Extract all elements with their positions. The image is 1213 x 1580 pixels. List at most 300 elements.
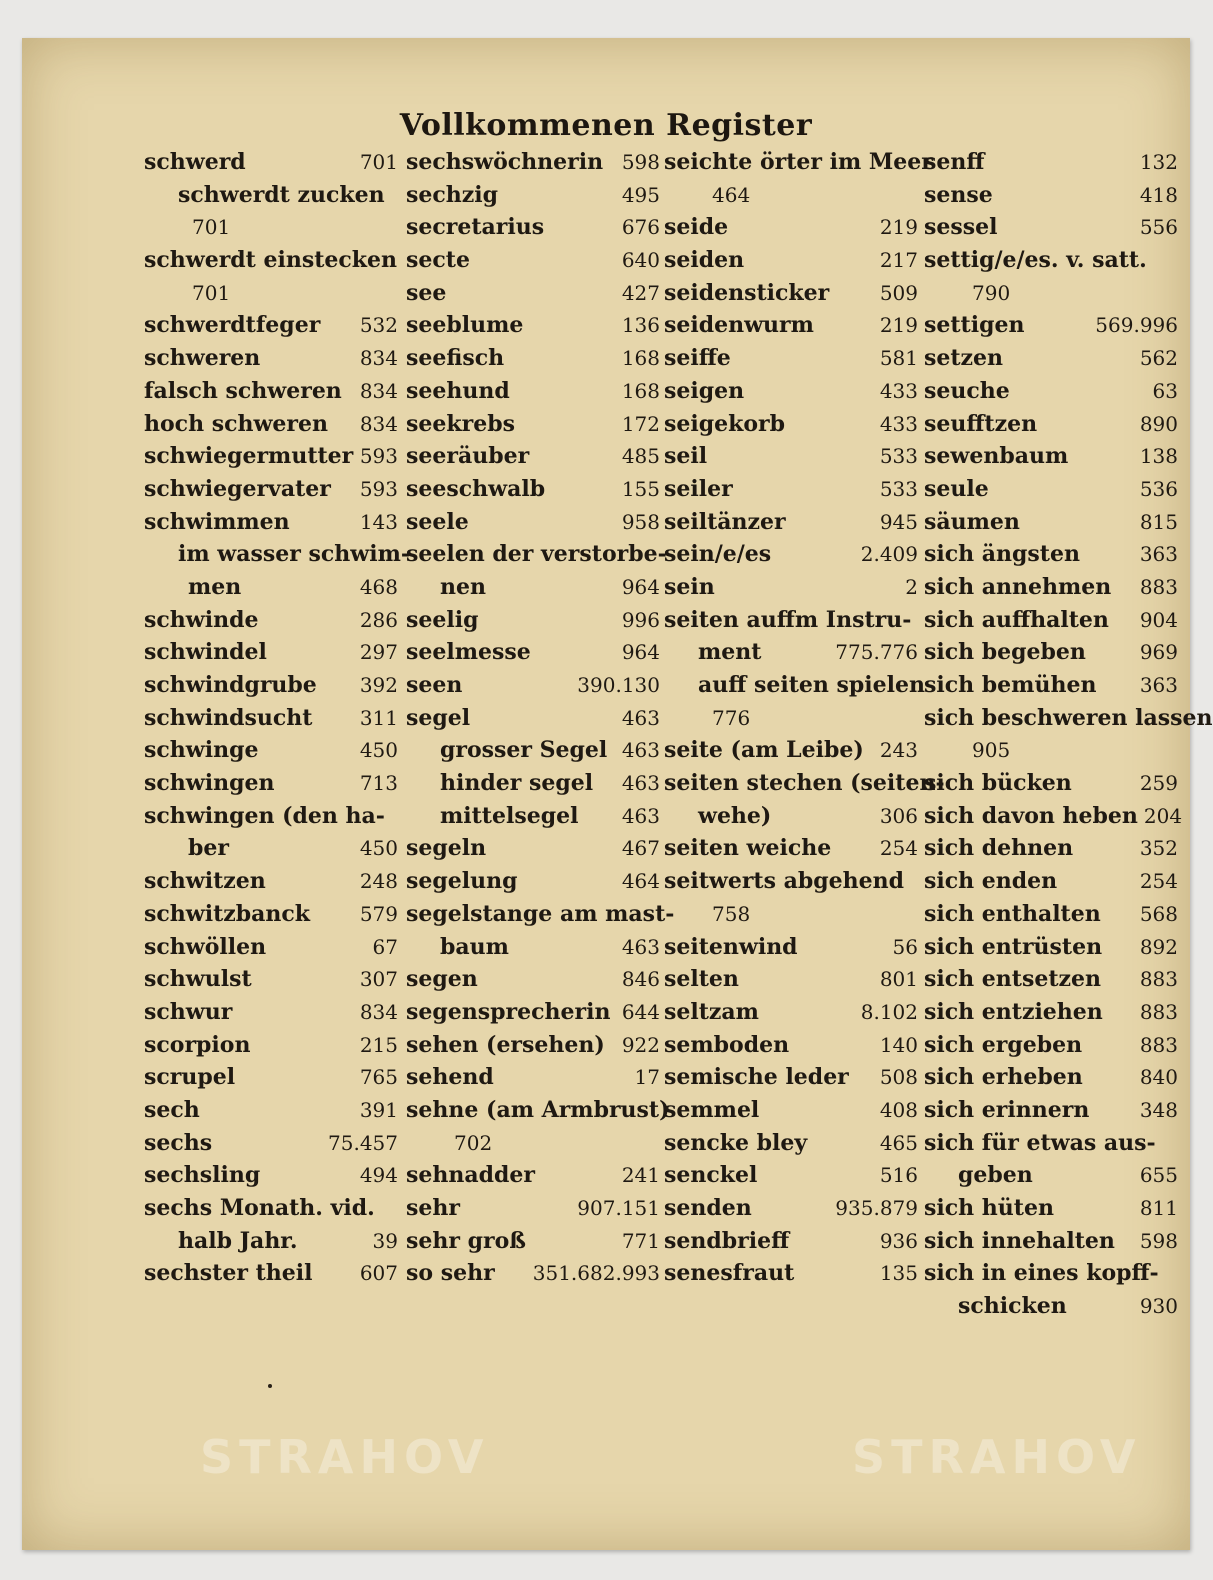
index-entry [664, 963, 918, 996]
index-entry [406, 342, 660, 375]
entry-page-number: 132 [1139, 150, 1178, 174]
entry-term: schwingen [144, 770, 275, 797]
entry-term: hoch schweren [144, 410, 329, 437]
entry-page-number: 243 [879, 738, 918, 763]
entry-page-number: 883 [1139, 967, 1178, 992]
index-entry [144, 375, 398, 408]
entry-page-number: 930 [1139, 1294, 1178, 1319]
index-entry [664, 1094, 918, 1127]
index-column-3 [664, 146, 945, 1290]
entry-term: seuche [924, 377, 1010, 404]
entry-term: selten [664, 966, 739, 993]
entry-term: sich hüten [924, 1195, 1054, 1221]
entry-page-number: 533 [879, 476, 918, 501]
entry-term: senesfraut [664, 1260, 795, 1287]
entry-term: geben [958, 1162, 1033, 1189]
entry-term: seiden [664, 247, 745, 274]
index-entry [406, 375, 660, 408]
entry-term: senff [924, 149, 985, 175]
entry-term: seefisch [406, 345, 505, 372]
entry-term: im wasser schwim- [178, 541, 410, 568]
entry-term: sechs [144, 1129, 213, 1156]
index-entry [406, 277, 660, 310]
index-entry [924, 734, 1178, 767]
entry-term: seiffe [664, 345, 731, 372]
entry-page-number: 840 [1139, 1065, 1178, 1090]
entry-page-number: 135 [879, 1261, 918, 1286]
entry-term: schwiegermutter [144, 443, 354, 470]
entry-page-number: 834 [359, 411, 398, 436]
entry-page-number: 509 [879, 280, 918, 305]
entry-page-number: 834 [359, 999, 398, 1024]
entry-term: seidenwurm [664, 312, 814, 339]
entry-term: seiten stechen (seiten- [664, 770, 945, 797]
entry-page-number: 640 [621, 248, 660, 273]
entry-page-number: 363 [1139, 542, 1178, 567]
index-entry [144, 440, 398, 473]
entry-page-number: 702 [454, 1130, 493, 1155]
entry-page-number: 468 [359, 574, 398, 599]
index-entry [924, 1159, 1178, 1192]
entry-term: ber [188, 835, 229, 862]
entry-page-number: 562 [1139, 346, 1178, 371]
entry-term: sich erheben [924, 1064, 1083, 1091]
entry-page-number: 391 [359, 1097, 398, 1122]
index-entry [924, 898, 1178, 931]
index-entry [664, 1225, 918, 1258]
entry-term: sehr groß [406, 1227, 526, 1254]
entry-page-number: 495 [621, 182, 660, 207]
index-entry [144, 1192, 398, 1225]
entry-page-number: 219 [879, 313, 918, 338]
entry-term: sich entziehen [924, 998, 1103, 1025]
entry-page-number: 936 [879, 1228, 918, 1253]
index-entry [924, 996, 1178, 1029]
entry-term: sich dehnen [924, 835, 1074, 862]
entry-term: sich bemühen [924, 672, 1097, 698]
entry-page-number: 494 [359, 1163, 398, 1188]
index-entry [924, 767, 1178, 800]
entry-page-number: 701 [359, 150, 398, 174]
entry-page-number: 569.996 [1095, 313, 1178, 338]
index-entry [144, 277, 398, 310]
entry-term: falsch schweren [144, 377, 342, 404]
index-entry [144, 1094, 398, 1127]
index-entry [406, 767, 660, 800]
index-entry [664, 734, 918, 767]
entry-page-number: 248 [359, 869, 398, 894]
index-entry [144, 538, 410, 571]
entry-term: sich in eines kopff- [924, 1260, 1159, 1287]
index-entry [144, 800, 398, 833]
index-entry [924, 440, 1178, 473]
entry-page-number: 508 [879, 1065, 918, 1090]
entry-page-number: 2.409 [860, 542, 918, 567]
entry-term: sich bücken [924, 770, 1072, 797]
entry-page-number: 418 [1139, 182, 1178, 207]
entry-term: seil [664, 443, 708, 470]
entry-term: seigekorb [664, 410, 786, 437]
entry-term: seelig [406, 606, 479, 633]
index-entry [406, 669, 660, 702]
entry-term: semboden [664, 1031, 790, 1058]
index-entry [924, 604, 1178, 637]
entry-term: schwimmen [144, 508, 290, 535]
entry-term: schwiegervater [144, 475, 331, 502]
index-entry [144, 963, 398, 996]
entry-term: sechster theil [144, 1260, 313, 1287]
index-entry [924, 636, 1178, 669]
entry-term: sich erinnern [924, 1096, 1090, 1123]
entry-term: segeln [406, 835, 487, 862]
entry-page-number: 390.130 [577, 673, 660, 697]
entry-page-number: 593 [359, 476, 398, 501]
entry-page-number: 883 [1139, 574, 1178, 599]
entry-term: schwerdt zucken [178, 181, 385, 208]
book-page [22, 38, 1213, 1550]
index-entry [406, 931, 660, 964]
entry-term: nen [440, 573, 486, 600]
index-entry [924, 244, 1178, 277]
entry-term: schwerdtfeger [144, 312, 321, 339]
entry-page-number: 598 [1139, 1228, 1178, 1253]
index-entry [664, 408, 918, 441]
index-entry [924, 1225, 1178, 1258]
entry-page-number: 964 [621, 574, 660, 599]
entry-term: seitenwind [664, 933, 798, 960]
index-entry [406, 996, 660, 1029]
index-entry [924, 571, 1178, 604]
index-entry [406, 734, 660, 767]
entry-term: sechs Monath. vid. [144, 1195, 375, 1221]
entry-page-number: 463 [621, 705, 660, 730]
index-entry [144, 1127, 398, 1160]
entry-term: seigen [664, 377, 745, 404]
entry-term: men [188, 573, 242, 600]
entry-page-number: 168 [621, 346, 660, 371]
entry-page-number: 713 [359, 771, 398, 796]
entry-page-number: 996 [621, 607, 660, 632]
entry-page-number: 241 [621, 1163, 660, 1188]
entry-page-number: 771 [621, 1228, 660, 1253]
index-entry [406, 702, 660, 735]
entry-term: settig/e/es. v. satt. [924, 247, 1147, 274]
entry-page-number: 655 [1139, 1163, 1178, 1188]
entry-page-number: 904 [1139, 607, 1178, 632]
entry-page-number: 8.102 [860, 999, 918, 1024]
entry-page-number: 254 [879, 836, 918, 861]
entry-term: schwindel [144, 639, 267, 666]
index-entry [664, 375, 918, 408]
index-entry [924, 931, 1178, 964]
entry-term: seeschwalb [406, 475, 546, 502]
index-entry [406, 473, 660, 506]
index-entry [144, 669, 398, 702]
entry-page-number: 579 [359, 901, 398, 926]
entry-term: sehne (am Armbrust) [406, 1096, 670, 1123]
entry-term: schwerdt einstecken [144, 247, 398, 274]
entry-page-number: 568 [1139, 901, 1178, 926]
entry-term: seele [406, 508, 469, 535]
entry-term: sich enthalten [924, 900, 1101, 927]
entry-page-number: 922 [621, 1032, 660, 1057]
entry-term: seule [924, 475, 989, 502]
entry-page-number: 485 [621, 444, 660, 469]
entry-term: seiltänzer [664, 508, 786, 535]
index-entry [406, 832, 660, 865]
entry-term: segen [406, 966, 478, 993]
entry-page-number: 883 [1139, 1032, 1178, 1057]
entry-term: schwitzen [144, 868, 266, 895]
entry-page-number: 136 [621, 313, 660, 338]
entry-page-number: 217 [879, 248, 918, 273]
entry-term: seitwerts abgehend [664, 868, 905, 895]
entry-term: schwinge [144, 737, 259, 764]
page-title: Vollkommenen Register [399, 108, 813, 143]
index-column-2 [406, 146, 675, 1290]
entry-term: sich enden [924, 868, 1058, 895]
index-entry [924, 408, 1178, 441]
entry-page-number: 883 [1139, 999, 1178, 1024]
entry-term: seidensticker [664, 279, 830, 306]
entry-term: seltzam [664, 998, 759, 1025]
entry-term: schwindgrube [144, 672, 317, 698]
entry-term: sich für etwas aus- [924, 1129, 1156, 1156]
entry-term: schwindsucht [144, 704, 313, 731]
entry-page-number: 463 [621, 934, 660, 959]
entry-page-number: 532 [359, 313, 398, 338]
index-entry [924, 538, 1178, 571]
entry-term: halb Jahr. [178, 1227, 298, 1254]
entry-page-number: 433 [879, 378, 918, 403]
entry-page-number: 363 [1139, 673, 1178, 697]
entry-page-number: 701 [192, 280, 231, 305]
index-entry [924, 1192, 1178, 1225]
index-entry [664, 702, 918, 735]
entry-page-number: 352 [1139, 836, 1178, 861]
index-entry [406, 1127, 660, 1160]
entry-page-number: 464 [712, 182, 751, 207]
index-entry [664, 1257, 918, 1290]
index-entry [664, 342, 918, 375]
entry-term: sehnadder [406, 1162, 535, 1189]
entry-term: baum [440, 933, 509, 960]
entry-page-number: 776 [712, 705, 751, 730]
index-entry [924, 1029, 1178, 1062]
entry-page-number: 958 [621, 509, 660, 534]
watermark-right: STRAHOV [852, 1430, 1142, 1484]
index-entry [664, 865, 918, 898]
index-entry [924, 1094, 1178, 1127]
index-entry [406, 408, 660, 441]
entry-page-number: 254 [1139, 869, 1178, 894]
entry-term: see [406, 279, 447, 306]
entry-term: sich davon heben [924, 802, 1138, 829]
entry-term: sechsling [144, 1162, 261, 1189]
entry-term: segel [406, 704, 471, 731]
index-entry [924, 702, 1213, 735]
index-entry [664, 1127, 918, 1160]
entry-page-number: 969 [1139, 640, 1178, 665]
entry-page-number: 465 [879, 1130, 918, 1155]
index-entry [664, 244, 918, 277]
entry-term: sich ängsten [924, 541, 1080, 568]
entry-term: auff seiten spielen [698, 672, 925, 698]
entry-term: secretarius [406, 214, 545, 241]
index-entry [924, 1257, 1178, 1290]
entry-term: sich innehalten [924, 1227, 1115, 1254]
index-entry [924, 1061, 1178, 1094]
index-entry [406, 571, 660, 604]
index-entry [144, 473, 398, 506]
index-entry [406, 1029, 660, 1062]
entry-page-number: 556 [1139, 215, 1178, 240]
index-entry [664, 146, 933, 179]
index-entry [144, 506, 398, 539]
index-entry [144, 832, 398, 865]
index-entry [664, 506, 918, 539]
entry-page-number: 351.682.993 [532, 1261, 660, 1286]
index-entry [406, 1257, 660, 1290]
ink-speck [268, 1384, 272, 1388]
index-entry [144, 767, 398, 800]
index-entry [664, 832, 918, 865]
index-entry [144, 898, 398, 931]
index-entry [664, 636, 918, 669]
entry-term: seide [664, 214, 729, 241]
entry-term: seeräuber [406, 443, 530, 470]
index-entry [406, 179, 660, 212]
entry-term: sechzig [406, 181, 499, 208]
index-entry [664, 571, 918, 604]
index-entry [924, 473, 1178, 506]
entry-page-number: 907.151 [577, 1196, 660, 1220]
index-entry [144, 244, 398, 277]
index-entry [664, 179, 918, 212]
entry-page-number: 63 [1152, 378, 1178, 403]
entry-page-number: 607 [359, 1261, 398, 1286]
index-entry [406, 440, 660, 473]
index-entry [664, 1159, 918, 1192]
entry-term: schwulst [144, 966, 252, 993]
entry-page-number: 39 [372, 1228, 398, 1253]
index-entry [144, 865, 398, 898]
entry-page-number: 348 [1139, 1097, 1178, 1122]
index-entry [144, 604, 398, 637]
index-entry [406, 1192, 660, 1225]
entry-term: sech [144, 1096, 200, 1123]
entry-term: seiler [664, 475, 733, 502]
entry-term: sich entrüsten [924, 933, 1103, 960]
index-entry [664, 996, 918, 1029]
index-entry [144, 342, 398, 375]
entry-term: grosser Segel [440, 737, 608, 764]
entry-page-number: 467 [621, 836, 660, 861]
index-entry [406, 800, 660, 833]
entry-page-number: 815 [1139, 509, 1178, 534]
entry-page-number: 598 [621, 150, 660, 174]
entry-page-number: 463 [621, 771, 660, 796]
index-entry [144, 1159, 398, 1192]
entry-term: senden [664, 1195, 752, 1221]
entry-page-number: 581 [879, 346, 918, 371]
entry-term: sencke bley [664, 1129, 808, 1156]
entry-term: sense [924, 181, 993, 208]
index-entry [664, 931, 918, 964]
entry-page-number: 644 [621, 999, 660, 1024]
entry-page-number: 890 [1139, 411, 1178, 436]
entry-term: seelen der verstorbe- [406, 541, 667, 568]
entry-term: sich auffhalten [924, 606, 1109, 633]
entry-term: seeblume [406, 312, 524, 339]
index-entry [406, 1094, 670, 1127]
watermark-left: STRAHOV [200, 1430, 490, 1484]
entry-page-number: 945 [879, 509, 918, 534]
entry-page-number: 811 [1139, 1196, 1178, 1220]
entry-term: settigen [924, 312, 1025, 339]
entry-page-number: 790 [972, 280, 1011, 305]
entry-page-number: 676 [621, 215, 660, 240]
entry-page-number: 138 [1139, 444, 1178, 469]
index-entry [406, 865, 660, 898]
entry-term: schwerd [144, 149, 246, 175]
entry-term: seen [406, 672, 463, 698]
index-column-1 [144, 146, 410, 1290]
entry-term: seichte örter im Meer [664, 149, 933, 175]
entry-page-number: 392 [359, 673, 398, 697]
index-entry [406, 604, 660, 637]
entry-page-number: 297 [359, 640, 398, 665]
entry-term: sich ergeben [924, 1031, 1083, 1058]
index-entry [144, 1029, 398, 1062]
entry-term: sendbrieff [664, 1227, 790, 1254]
entry-page-number: 892 [1139, 934, 1178, 959]
entry-page-number: 259 [1139, 771, 1178, 796]
entry-page-number: 306 [879, 803, 918, 828]
entry-term: semmel [664, 1096, 760, 1123]
entry-term: segelstange am mast- [406, 900, 675, 927]
index-entry [406, 146, 660, 179]
entry-term: wehe) [698, 802, 772, 829]
index-entry [924, 179, 1178, 212]
index-entry [924, 375, 1178, 408]
index-entry [924, 669, 1178, 702]
entry-term: so sehr [406, 1260, 495, 1287]
entry-page-number: 516 [879, 1163, 918, 1188]
index-entry [406, 1225, 660, 1258]
entry-term: sewenbaum [924, 443, 1069, 470]
index-entry [664, 1192, 918, 1225]
entry-page-number: 408 [879, 1097, 918, 1122]
entry-term: sich beschweren lassen [924, 704, 1213, 731]
entry-term: schwinde [144, 606, 259, 633]
index-entry [924, 832, 1178, 865]
entry-term: sessel [924, 214, 998, 241]
index-entry [924, 800, 1183, 833]
entry-term: scorpion [144, 1031, 251, 1058]
entry-page-number: 593 [359, 444, 398, 469]
entry-page-number: 17 [634, 1065, 660, 1090]
entry-page-number: 701 [192, 215, 231, 240]
entry-term: schwöllen [144, 933, 267, 960]
entry-page-number: 758 [712, 901, 751, 926]
entry-page-number: 775.776 [835, 640, 918, 665]
entry-term: seiten weiche [664, 835, 832, 862]
index-entry [406, 898, 675, 931]
entry-term: hinder segel [440, 770, 594, 797]
entry-page-number: 533 [879, 444, 918, 469]
index-entry [144, 996, 398, 1029]
